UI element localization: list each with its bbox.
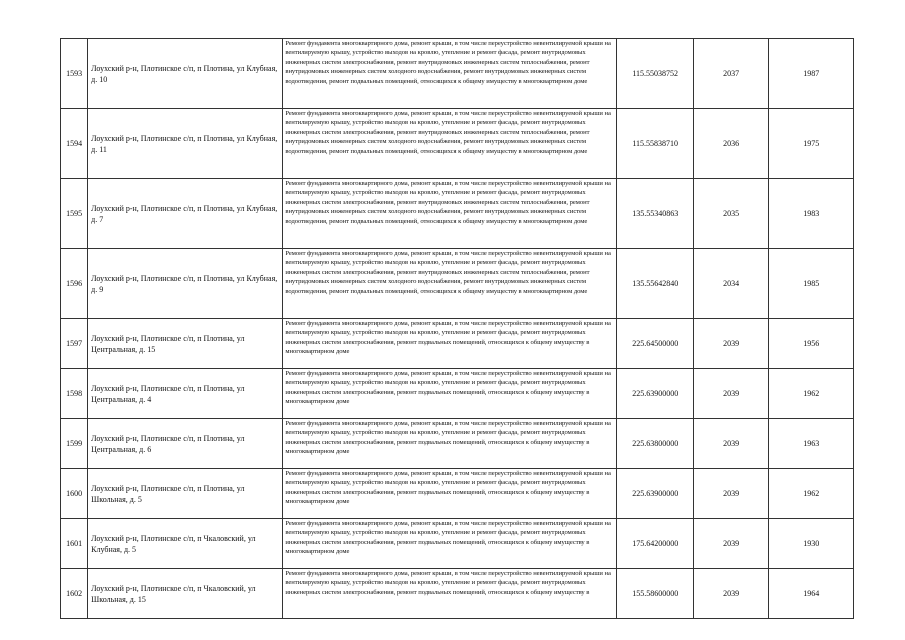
repair-year-cell: 2035 [693, 179, 768, 249]
works-cell [283, 179, 617, 249]
address-cell: Лоухский р-н, Плотинское с/п, п Плотина, ул Клубная, д. 11 [88, 109, 283, 179]
works-text: Ремонт фундамента многоквартирного дома, ремонт крыши, в том числе переустройство невентилируемой крыши на вентилируемую крышу, устройство выходов на кровлю, утепление и ремонт фасада, ремонт внутридомовых инженерных систем электроснабжения, ремонт подвальных помещений, относящихся к общему имуществу в многоквартирном доме [285, 320, 611, 356]
build-year-cell: 1963 [769, 419, 854, 469]
works-text: Ремонт фундамента многоквартирного дома, ремонт крыши, в том числе переустройство невентилируемой крыши на вентилируемую крышу, устройство выходов на кровлю, утепление и ремонт фасада, ремонт внутридомовых инженерных систем электроснабжения, ремонт внутридомовых инженерных систем теплоснабжения, ремонт внутридомовых инженерных систем холодного водоснабжения, ремонт внутридомовых инженерных систем водоотведения, ремонт подвальных помещений, относящихся к общему имуществу в многоквартирном доме [285, 180, 611, 225]
build-year-cell: 1930 [769, 519, 854, 569]
row-number: 1600 [61, 469, 88, 519]
row-number: 1598 [61, 369, 88, 419]
area-cell: 225.64500000 [617, 319, 693, 369]
works-cell [283, 249, 617, 319]
table-row [61, 109, 854, 179]
table-row [61, 519, 854, 569]
repair-year-cell: 2034 [693, 249, 768, 319]
build-year-cell: 1985 [769, 249, 854, 319]
row-number: 1602 [61, 569, 88, 619]
address-cell: Лоухский р-н, Плотинское с/п, п Плотина, ул Школьная, д. 5 [88, 469, 283, 519]
row-number: 1594 [61, 109, 88, 179]
works-cell [283, 39, 617, 109]
table-row [61, 179, 854, 249]
works-text: Ремонт фундамента многоквартирного дома, ремонт крыши, в том числе переустройство невентилируемой крыши на вентилируемую крышу, устройство выходов на кровлю, утепление и ремонт фасада, ремонт внутридомовых инженерных систем электроснабжения, ремонт подвальных помещений, относящихся к общему имуществу в [285, 570, 611, 596]
table-row [61, 369, 854, 419]
row-number: 1596 [61, 249, 88, 319]
works-cell [283, 369, 617, 419]
address-cell: Лоухский р-н, Плотинское с/п, п Чкаловский, ул Школьная, д. 15 [88, 569, 283, 619]
address-cell: Лоухский р-н, Плотинское с/п, п Плотина, ул Центральная, д. 4 [88, 369, 283, 419]
works-cell [283, 419, 617, 469]
works-text: Ремонт фундамента многоквартирного дома, ремонт крыши, в том числе переустройство невентилируемой крыши на вентилируемую крышу, устройство выходов на кровлю, утепление и ремонт фасада, ремонт внутридомовых инженерных систем электроснабжения, ремонт подвальных помещений, относящихся к общему имуществу в многоквартирном доме [285, 520, 611, 556]
row-number: 1599 [61, 419, 88, 469]
area-cell: 175.64200000 [617, 519, 693, 569]
row-number: 1595 [61, 179, 88, 249]
works-text: Ремонт фундамента многоквартирного дома, ремонт крыши, в том числе переустройство невентилируемой крыши на вентилируемую крышу, устройство выходов на кровлю, утепление и ремонт фасада, ремонт внутридомовых инженерных систем электроснабжения, ремонт подвальных помещений, относящихся к общему имуществу в многоквартирном доме [285, 370, 611, 406]
build-year-cell: 1962 [769, 369, 854, 419]
repair-year-cell: 2039 [693, 319, 768, 369]
row-number: 1597 [61, 319, 88, 369]
repair-year-cell: 2039 [693, 469, 768, 519]
repair-year-cell: 2039 [693, 569, 768, 619]
works-cell [283, 109, 617, 179]
address-cell: Лоухский р-н, Плотинское с/п, п Плотина, ул Клубная, д. 9 [88, 249, 283, 319]
area-cell: 135.55642840 [617, 249, 693, 319]
repair-year-cell: 2039 [693, 519, 768, 569]
area-cell: 225.63800000 [617, 419, 693, 469]
area-cell: 135.55340863 [617, 179, 693, 249]
build-year-cell: 1987 [769, 39, 854, 109]
table-row [61, 469, 854, 519]
table-row [61, 249, 854, 319]
area-cell: 225.63900000 [617, 469, 693, 519]
works-text: Ремонт фундамента многоквартирного дома, ремонт крыши, в том числе переустройство невентилируемой крыши на вентилируемую крышу, устройство выходов на кровлю, утепление и ремонт фасада, ремонт внутридомовых инженерных систем электроснабжения, ремонт подвальных помещений, относящихся к общему имуществу в многоквартирном доме [285, 470, 611, 506]
area-cell: 225.63900000 [617, 369, 693, 419]
table-row [61, 569, 854, 619]
works-cell [283, 319, 617, 369]
works-text: Ремонт фундамента многоквартирного дома, ремонт крыши, в том числе переустройство невентилируемой крыши на вентилируемую крышу, устройство выходов на кровлю, утепление и ремонт фасада, ремонт внутридомовых инженерных систем электроснабжения, ремонт внутридомовых инженерных систем теплоснабжения, ремонт внутридомовых инженерных систем холодного водоснабжения, ремонт внутридомовых инженерных систем водоотведения, ремонт подвальных помещений, относящихся к общему имуществу в многоквартирном доме [285, 40, 611, 85]
address-cell: Лоухский р-н, Плотинское с/п, п Плотина, ул Клубная, д. 10 [88, 39, 283, 109]
works-cell [283, 519, 617, 569]
works-cell [283, 569, 617, 619]
address-cell: Лоухский р-н, Плотинское с/п, п Чкаловский, ул Клубная, д. 5 [88, 519, 283, 569]
table-row [61, 39, 854, 109]
build-year-cell: 1956 [769, 319, 854, 369]
repair-year-cell: 2036 [693, 109, 768, 179]
build-year-cell: 1983 [769, 179, 854, 249]
area-cell: 155.58600000 [617, 569, 693, 619]
works-cell [283, 469, 617, 519]
repair-year-cell: 2039 [693, 419, 768, 469]
area-cell: 115.55838710 [617, 109, 693, 179]
address-cell: Лоухский р-н, Плотинское с/п, п Плотина, ул Клубная, д. 7 [88, 179, 283, 249]
table-row [61, 319, 854, 369]
repair-year-cell: 2037 [693, 39, 768, 109]
row-number: 1601 [61, 519, 88, 569]
area-cell: 115.55038752 [617, 39, 693, 109]
repair-year-cell: 2039 [693, 369, 768, 419]
row-number: 1593 [61, 39, 88, 109]
address-cell: Лоухский р-н, Плотинское с/п, п Плотина, ул Центральная, д. 6 [88, 419, 283, 469]
table-row [61, 419, 854, 469]
build-year-cell: 1962 [769, 469, 854, 519]
capital-repair-table [60, 38, 854, 619]
build-year-cell: 1964 [769, 569, 854, 619]
build-year-cell: 1975 [769, 109, 854, 179]
address-cell: Лоухский р-н, Плотинское с/п, п Плотина, ул Центральная, д. 15 [88, 319, 283, 369]
works-text: Ремонт фундамента многоквартирного дома, ремонт крыши, в том числе переустройство невентилируемой крыши на вентилируемую крышу, устройство выходов на кровлю, утепление и ремонт фасада, ремонт внутридомовых инженерных систем электроснабжения, ремонт подвальных помещений, относящихся к общему имуществу в многоквартирном доме [285, 420, 611, 456]
works-text: Ремонт фундамента многоквартирного дома, ремонт крыши, в том числе переустройство невентилируемой крыши на вентилируемую крышу, устройство выходов на кровлю, утепление и ремонт фасада, ремонт внутридомовых инженерных систем электроснабжения, ремонт внутридомовых инженерных систем теплоснабжения, ремонт внутридомовых инженерных систем холодного водоснабжения, ремонт внутридомовых инженерных систем водоотведения, ремонт подвальных помещений, относящихся к общему имуществу в многоквартирном доме [285, 110, 611, 155]
works-text: Ремонт фундамента многоквартирного дома, ремонт крыши, в том числе переустройство невентилируемой крыши на вентилируемую крышу, устройство выходов на кровлю, утепление и ремонт фасада, ремонт внутридомовых инженерных систем электроснабжения, ремонт внутридомовых инженерных систем теплоснабжения, ремонт внутридомовых инженерных систем холодного водоснабжения, ремонт внутридомовых инженерных систем водоотведения, ремонт подвальных помещений, относящихся к общему имуществу в многоквартирном доме [285, 250, 611, 295]
